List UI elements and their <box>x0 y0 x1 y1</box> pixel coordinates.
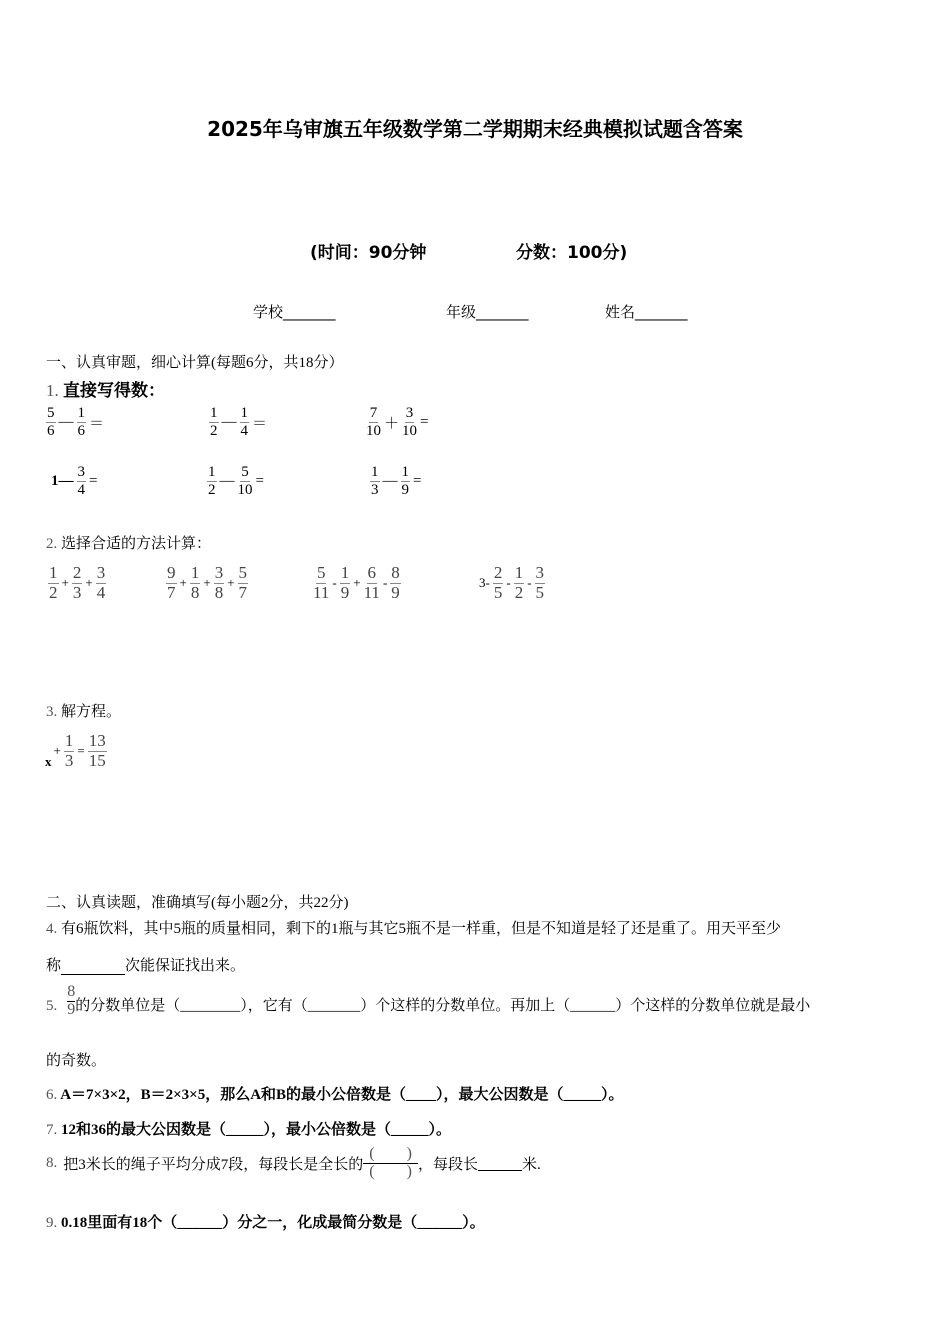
denominator: 5 <box>493 582 503 602</box>
question-number: 4. <box>46 921 58 937</box>
denominator: 8 <box>190 582 200 602</box>
numerator: 1 <box>64 731 74 750</box>
numerator: 1 <box>210 405 218 421</box>
fraction <box>364 564 380 602</box>
operator: — <box>58 413 74 430</box>
question-1 <box>46 376 165 401</box>
denominator: 9 <box>401 481 409 498</box>
school-blank: _______ <box>283 303 336 321</box>
fraction <box>401 464 411 498</box>
fraction <box>46 405 56 439</box>
operator: ＝ <box>252 415 268 432</box>
question-number: 3. <box>46 704 58 720</box>
numerator: 2 <box>493 563 503 582</box>
question-text: 选择合适的方法计算： <box>61 536 212 552</box>
question-text: 有6瓶饮料，其中5瓶的质量相同，剩下的1瓶与其它5瓶不是一样重，但是不知道是轻了还是重了。用天平至少 <box>61 921 782 937</box>
operator: — <box>382 472 398 489</box>
question-2 <box>46 532 211 553</box>
question-number: 9. <box>46 1215 58 1231</box>
question-9 <box>46 1211 485 1232</box>
denominator: 7 <box>238 582 248 602</box>
question-number: 1. <box>46 381 59 400</box>
question-4-cont <box>46 954 245 975</box>
numerator: 8 <box>391 563 400 582</box>
denominator: 10 <box>237 481 253 498</box>
numerator: 1 <box>401 464 409 480</box>
operator: ＝ <box>89 415 105 432</box>
question-text: 12和36的最大公因数是（_____），最小公倍数是（_____）。 <box>61 1122 452 1138</box>
answer-blank[interactable] <box>478 1156 522 1171</box>
fraction <box>190 564 201 602</box>
operator: - <box>527 575 532 591</box>
fraction <box>72 564 83 602</box>
denominator: 7 <box>167 582 176 602</box>
fraction <box>238 464 253 498</box>
operator: + <box>61 575 69 591</box>
denominator-blank: ( ) <box>369 1162 412 1180</box>
question-number: 2. <box>46 536 58 552</box>
section-2-heading: 二、认真读题，准确填写(每小题2分，共22分) <box>46 895 349 911</box>
q1-expression <box>207 405 268 439</box>
operator: + <box>53 743 61 759</box>
operator: — <box>221 413 237 430</box>
denominator: 8 <box>214 582 224 602</box>
fraction <box>67 984 75 1019</box>
q2-expression <box>46 564 108 602</box>
denominator: 9 <box>67 1000 76 1018</box>
denominator: 2 <box>49 582 58 602</box>
fraction <box>64 732 75 770</box>
question-7 <box>46 1118 451 1139</box>
q1-expression <box>364 405 429 439</box>
q2-expression <box>478 564 547 602</box>
equation <box>44 732 109 770</box>
denominator: 10 <box>366 422 381 439</box>
operator: ＋ <box>384 415 400 432</box>
fraction <box>209 405 219 439</box>
numerator: 3 <box>535 563 545 582</box>
operator: + <box>179 575 187 591</box>
operator: x <box>45 754 52 770</box>
fraction <box>214 564 225 602</box>
answer-blank[interactable] <box>61 974 125 975</box>
fraction <box>390 564 401 602</box>
denominator: 6 <box>77 422 85 439</box>
denominator: 5 <box>535 582 545 602</box>
fraction <box>535 564 546 602</box>
fraction <box>207 464 217 498</box>
numerator: 5 <box>241 464 249 480</box>
numerator: 5 <box>316 563 326 582</box>
question-5 <box>46 983 811 1018</box>
operator: + <box>85 575 93 591</box>
denominator: 11 <box>363 582 380 602</box>
numerator: 5 <box>238 563 248 582</box>
question-number: 6. <box>46 1087 58 1103</box>
page-title: 2025年乌审旗五年级数学第二学期期末经典模拟试题含答案 <box>207 117 743 141</box>
fraction <box>166 564 177 602</box>
fraction <box>313 564 329 602</box>
exam-score: 分数：100分) <box>516 243 628 263</box>
operator: + <box>203 575 211 591</box>
operator: = <box>420 413 429 430</box>
fraction <box>77 405 87 439</box>
denominator: 2 <box>514 582 524 602</box>
question-text: 米. <box>521 1156 541 1173</box>
grade-blank: _______ <box>476 303 529 321</box>
q2-expression <box>164 564 250 602</box>
denominator: 3 <box>72 582 82 602</box>
denominator: 4 <box>77 481 85 498</box>
operator: = <box>255 472 264 489</box>
numerator: 3 <box>77 464 85 480</box>
denominator: 3 <box>371 481 379 498</box>
question-text: 直接写得数： <box>63 381 165 400</box>
denominator: 4 <box>96 582 106 602</box>
question-text: 把3米长的绳子平均分成7段，每段长是全长的 <box>63 1156 364 1173</box>
question-text: 0.18里面有18个（______）分之一，化成最简分数是（______）。 <box>61 1215 485 1231</box>
numerator: 1 <box>208 464 216 480</box>
fraction <box>77 464 87 498</box>
denominator: 2 <box>210 422 218 439</box>
question-4 <box>46 917 781 938</box>
numerator: 3 <box>96 563 106 582</box>
section-1-heading: 一、认真审题，细心计算(每题6分，共18分） <box>46 355 344 371</box>
operator: - <box>506 575 511 591</box>
denominator: 9 <box>340 582 350 602</box>
fraction <box>370 464 380 498</box>
numerator: 5 <box>47 405 55 421</box>
operator: - <box>332 575 337 591</box>
denominator: 2 <box>208 481 216 498</box>
name-label: 姓名 <box>605 303 636 321</box>
numerator: 6 <box>367 563 376 582</box>
question-number: 8. <box>46 1154 58 1171</box>
operator: = <box>77 743 85 759</box>
operator: — <box>219 472 235 489</box>
question-text: 称 <box>46 958 62 974</box>
denominator: 15 <box>88 750 106 770</box>
fraction <box>240 405 250 439</box>
fraction <box>402 405 417 439</box>
q1-expression <box>44 405 105 439</box>
question-text: ，每段长 <box>417 1156 478 1173</box>
grade-label: 年级 <box>446 303 477 321</box>
name-field[interactable] <box>605 301 688 322</box>
operator: + <box>227 575 235 591</box>
question-6 <box>46 1083 624 1104</box>
numerator: 1 <box>240 405 248 421</box>
numerator: 8 <box>67 983 76 1000</box>
denominator: 4 <box>240 422 248 439</box>
numerator: 3 <box>405 405 414 421</box>
numerator: 13 <box>88 731 106 750</box>
q2-expression <box>311 564 403 602</box>
question-text: A＝7×3×2，B＝2×3×5，那么A和B的最小公倍数是（____），最大公因数是（_____）。 <box>60 1087 624 1103</box>
numerator-blank: ( ) <box>363 1146 418 1164</box>
fraction <box>340 564 351 602</box>
question-text: 解方程。 <box>61 704 122 720</box>
name-blank: _______ <box>635 303 688 321</box>
denominator: 3 <box>64 750 74 770</box>
numerator: 9 <box>167 563 176 582</box>
fraction <box>88 732 107 770</box>
school-field[interactable] <box>253 301 336 322</box>
numerator: 2 <box>72 563 82 582</box>
exam-time: (时间：90分钟 <box>310 243 427 263</box>
question-3 <box>46 700 121 721</box>
numerator: 3 <box>214 563 224 582</box>
question-5-cont: 的奇数。 <box>46 1053 107 1069</box>
operator: = <box>413 472 422 489</box>
denominator: 9 <box>391 582 400 602</box>
question-text: 次能保证找出来。 <box>125 958 246 974</box>
q1-expression <box>205 464 265 498</box>
answer-fraction[interactable] <box>363 1146 418 1181</box>
numerator: 1 <box>77 405 85 421</box>
operator: 3- <box>479 575 490 591</box>
question-text: 的分数单位是（________），它有（_______）个这样的分数单位。再加上（______）个这样的分数单位就是最小 <box>75 997 811 1014</box>
operator: = <box>89 472 98 489</box>
question-number: 5. <box>46 997 58 1014</box>
fraction <box>514 564 525 602</box>
denominator: 6 <box>47 422 55 439</box>
numerator: 1 <box>514 563 524 582</box>
numerator: 1 <box>371 464 379 480</box>
fraction <box>493 564 504 602</box>
numerator: 1 <box>340 563 350 582</box>
operator: - <box>382 575 388 591</box>
numerator: 7 <box>369 405 378 421</box>
question-number: 7. <box>46 1122 58 1138</box>
operator: + <box>353 575 361 591</box>
question-8 <box>46 1146 541 1181</box>
school-label: 学校 <box>253 303 284 321</box>
fraction <box>366 405 381 439</box>
fraction <box>96 564 107 602</box>
grade-field[interactable] <box>446 301 529 322</box>
denominator: 11 <box>313 582 330 602</box>
fraction <box>238 564 249 602</box>
q1-expression <box>368 464 422 498</box>
denominator: 10 <box>402 422 418 439</box>
numerator: 1 <box>49 563 58 582</box>
q1-expression <box>50 464 98 498</box>
operator: 1— <box>51 472 74 489</box>
fraction <box>48 564 59 602</box>
numerator: 1 <box>190 563 200 582</box>
